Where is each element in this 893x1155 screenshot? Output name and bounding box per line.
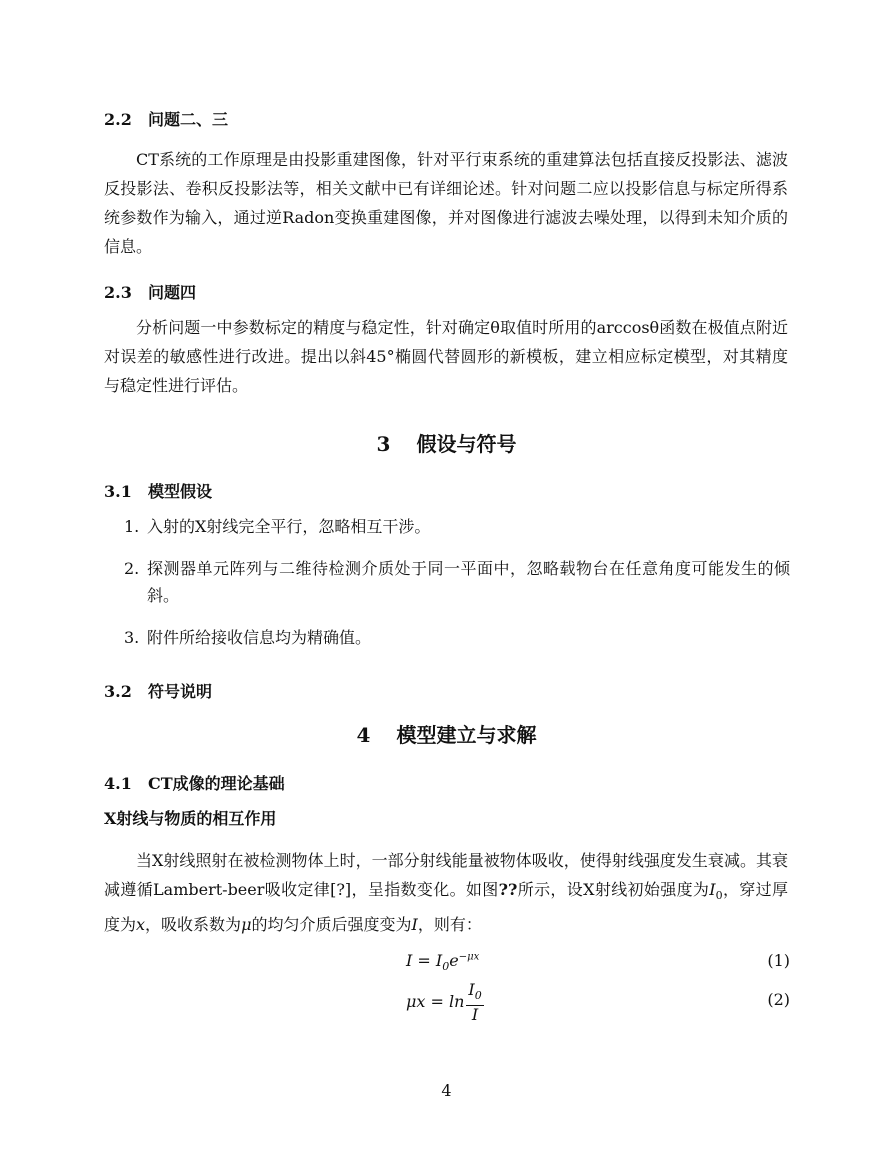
- paragraph-2-2: CT系统的工作原理是由投影重建图像，针对平行束系统的重建算法包括直接反投影法、滤波反投影法、卷积反投影法等，相关文献中已有详细论述。针对问题二应以投影信息与标定所得系统参数作为输入，通过逆Radon变换重建图像，并对图像进行滤波去噪处理，以得到未知介质的信息。: [104, 150, 788, 256]
- equation-lhs: I = I: [406, 951, 443, 970]
- section-3-heading: [0, 428, 893, 457]
- equation-formula: [406, 981, 484, 1024]
- list-item-text: 附件所给接收信息均为精确值。: [147, 628, 372, 647]
- section-title: 假设与符号: [416, 432, 517, 456]
- paragraph-text: ，则有：: [417, 915, 482, 935]
- subsection-3-2-heading: [104, 679, 212, 702]
- list-item-number: 1.: [124, 517, 140, 536]
- page-number: 4: [441, 1081, 452, 1100]
- section-number: 4: [356, 723, 371, 747]
- subsection-number: 3.1: [104, 482, 132, 501]
- paragraph-text: 的均匀介质后强度变为: [251, 915, 412, 935]
- paragraph-4-1: [104, 846, 788, 939]
- paragraph-text: ，穿过厚度为: [104, 880, 788, 935]
- list-item-number: 2.: [124, 559, 140, 578]
- figure-reference[interactable]: ??: [498, 880, 518, 899]
- subsection-2-2-heading: [104, 107, 228, 130]
- subsection-2-3-heading: [104, 280, 196, 303]
- section-number: 3: [376, 432, 391, 456]
- subsection-title: CT成像的理论基础: [148, 774, 285, 793]
- math-variable: μ: [241, 915, 252, 935]
- subsection-3-1-heading: [104, 479, 212, 502]
- subsection-title: 模型假设: [148, 482, 213, 501]
- list-item-text: 入射的X射线完全平行，忽略相互干涉。: [147, 517, 431, 536]
- equation-lhs: μx = ln: [406, 992, 465, 1012]
- subsection-number: 3.2: [104, 682, 132, 701]
- equation-number: (1): [767, 951, 790, 970]
- list-item: [104, 513, 790, 540]
- numerator-subscript: 0: [474, 989, 482, 1003]
- equation-base: e: [449, 951, 459, 970]
- paragraph-2-3: 分析问题一中参数标定的精度与稳定性，针对确定θ取值时所用的arccosθ函数在极值点附近对误差的敏感性进行改进。提出以斜45°椭圆代替圆形的新模板，建立相应标定模型，对其精度与稳定性进行评估。: [104, 318, 788, 395]
- equation-2: [104, 981, 790, 1023]
- subsection-title: 问题二、三: [148, 110, 229, 129]
- section-4-heading: [0, 719, 893, 748]
- math-variable: I: [411, 915, 418, 935]
- equation-1: [104, 951, 790, 981]
- numerator-main: I: [468, 980, 475, 999]
- subsection-number: 2.3: [104, 283, 132, 302]
- paragraph-text: ，吸收系数为: [145, 915, 242, 935]
- paragraph-text: 当X射线照射在被检测物体上时，一部分射线能量被物体吸收，使得射线强度发生衰减。其衰减遵循Lambert-beer吸收定律[?]，呈指数变化。如图: [104, 851, 788, 899]
- equation-formula: [406, 951, 479, 973]
- list-item-number: 3.: [124, 628, 140, 647]
- list-item-text: 探测器单元阵列与二维待检测介质处于同一平面中，忽略载物台在任意角度可能发生的倾斜。: [147, 559, 790, 605]
- subsection-number: 4.1: [104, 774, 132, 793]
- math-variable: I: [709, 880, 716, 899]
- equation-number: (2): [767, 990, 790, 1009]
- subsection-number: 2.2: [104, 110, 132, 129]
- equation-subscript: 0: [442, 960, 450, 974]
- equation-fraction: [466, 981, 483, 1024]
- list-item: [104, 624, 790, 651]
- math-variable: x: [136, 915, 146, 935]
- subsection-4-1-heading: [104, 771, 285, 794]
- subsection-title: 符号说明: [148, 682, 213, 701]
- subsection-title: 问题四: [148, 283, 197, 302]
- fraction-numerator: [466, 981, 483, 1006]
- fraction-denominator: I: [471, 1005, 479, 1025]
- equation-exponent: −μx: [458, 951, 480, 963]
- list-item: [104, 555, 790, 609]
- section-title: 模型建立与求解: [396, 723, 537, 747]
- math-subscript: 0: [715, 889, 723, 903]
- paragraph-text: 所示，设X射线初始强度为: [517, 880, 710, 899]
- paragraph-heading: X射线与物质的相互作用: [104, 809, 277, 828]
